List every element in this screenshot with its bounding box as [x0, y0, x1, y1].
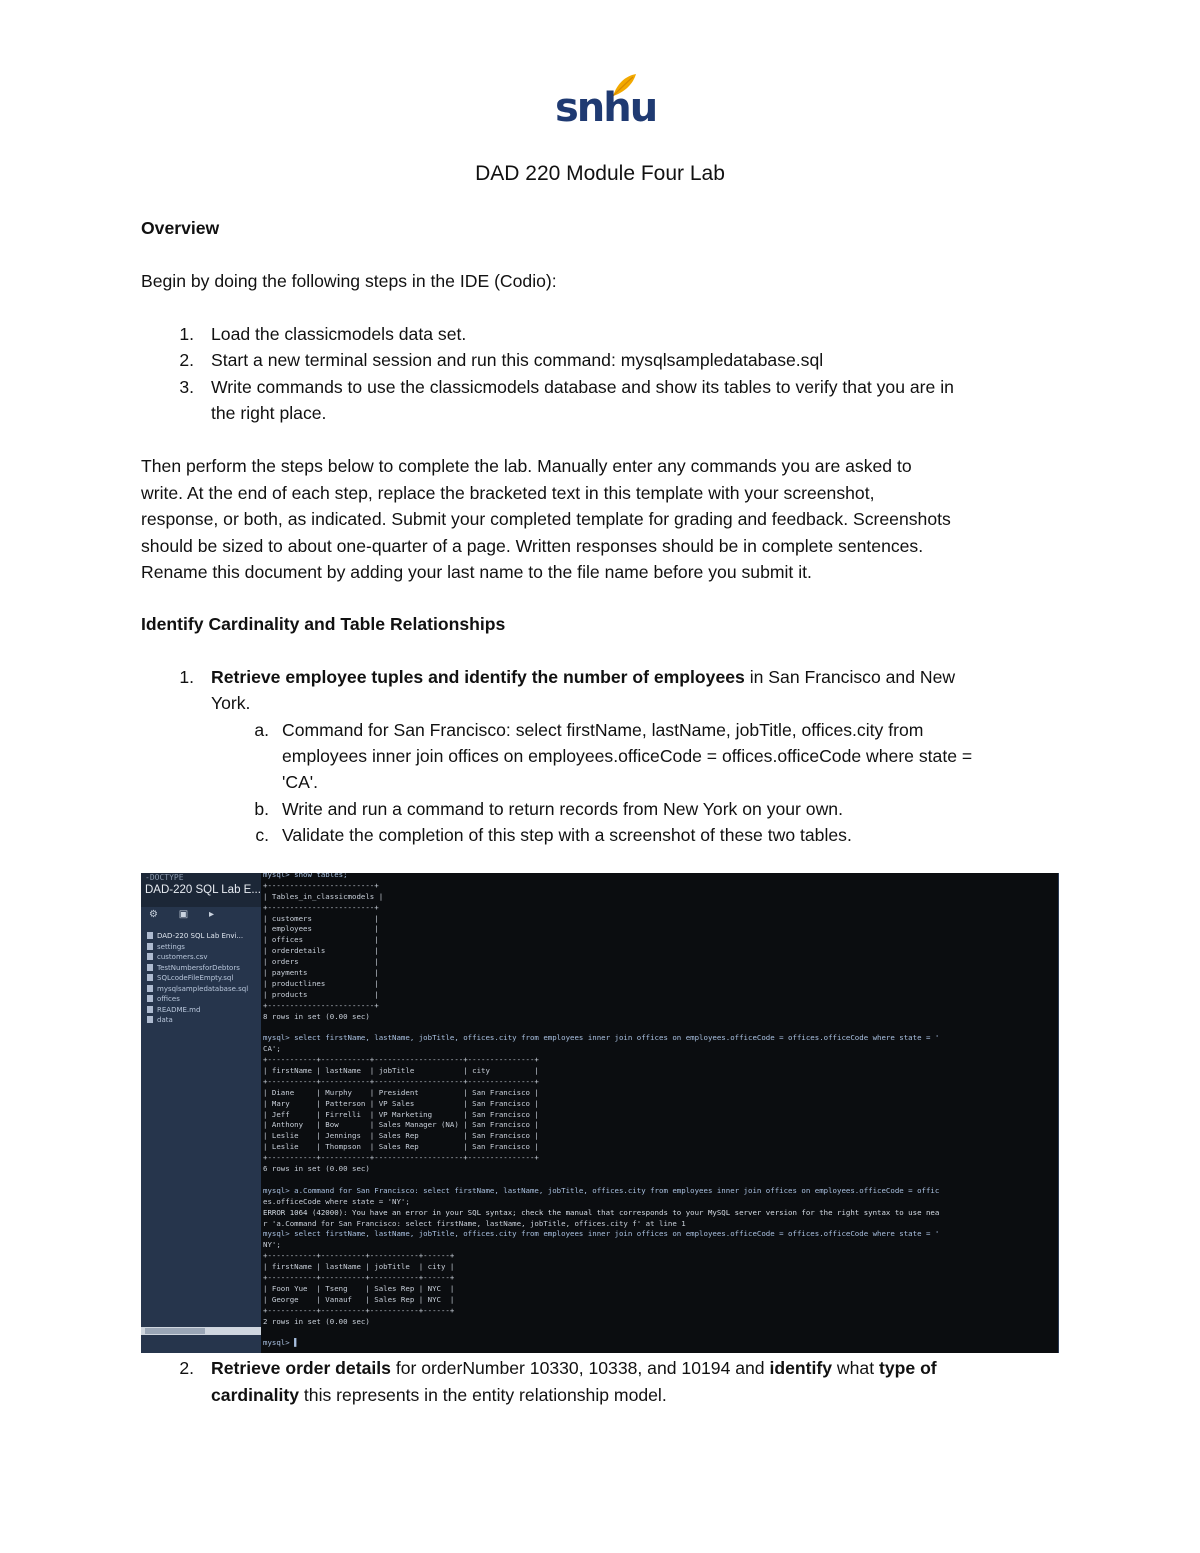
item-rest-text: this represents in the entity relationship model. — [299, 1385, 667, 1405]
file-tree-item: TestNumbersforDebtors — [147, 963, 261, 974]
ide-sidebar — [141, 873, 261, 1353]
file-icon — [147, 953, 153, 960]
terminal-line: | Jeff | Firrelli | VP Marketing | San Francisco | — [263, 1109, 539, 1119]
item-bold-text: Retrieve employee tuples and identify the number of employees — [211, 667, 745, 687]
ide-title: DAD-220 SQL Lab E... — [145, 884, 261, 896]
ide-header-small: -DOCTYPE — [145, 873, 184, 882]
terminal-line: 2 rows in set (0.00 sec) — [263, 1316, 370, 1326]
file-tree-item: customers.csv — [147, 952, 261, 963]
terminal-line — [263, 1175, 1058, 1186]
sub-item-number: c. — [255, 825, 269, 845]
terminal-line: r 'a.Command for San Francisco: select firstName, lastName, jobTitle, offices.city f' at line 1 — [263, 1218, 686, 1228]
document-title: DAD 220 Module Four Lab — [475, 162, 725, 185]
terminal-line: +------------------------+ — [263, 1000, 379, 1010]
overview-heading: Overview — [141, 218, 220, 238]
file-icon — [147, 964, 153, 971]
terminal-line: | Foon Yue | Tseng | Sales Rep | NYC | — [263, 1283, 455, 1293]
terminal-line: | productlines | — [263, 978, 379, 988]
terminal-line: +-----------+-----------+--------------------+---------------+ — [263, 1055, 539, 1065]
terminal-line: | Leslie | Jennings | Sales Rep | San Francisco | — [263, 1131, 539, 1141]
step-text-continued: the right place. — [211, 403, 327, 423]
file-tree-item: data — [147, 1015, 261, 1026]
file-tree-item: DAD-220 SQL Lab Envi... — [147, 931, 261, 942]
sub-item-text: employees inner join offices on employees.officeCode = offices.officeCode where state = — [282, 746, 973, 766]
terminal-line: | customers | — [263, 913, 379, 923]
sub-item-number: a. — [254, 720, 269, 740]
terminal-line: | Leslie | Thompson | Sales Rep | San Francisco | — [263, 1142, 539, 1152]
snhu-logo — [555, 72, 657, 134]
overview-intro: Begin by doing the following steps in the IDE (Codio): — [141, 271, 557, 291]
item-rest-text: in San Francisco and New — [744, 667, 956, 687]
file-tree — [147, 931, 261, 1026]
terminal-line: mysql> show tables; — [263, 873, 348, 879]
step-number: 2. — [179, 350, 194, 370]
file-icon — [147, 985, 153, 992]
step-text: Write commands to use the classicmodels database and show its tables to verify that you are in — [211, 377, 954, 397]
file-tree-item: README.md — [147, 1005, 261, 1016]
item-text-continued — [211, 1382, 667, 1409]
terminal-line: | Mary | Patterson | VP Sales | San Francisco | — [263, 1098, 539, 1108]
terminal-line: mysql> select firstName, lastName, jobTitle, offices.city from employees inner join offices on employees.officeCode = offices.officeCode where state = ' — [263, 1033, 940, 1043]
item-bold-text: type of — [879, 1358, 937, 1378]
terminal-line: mysql> select firstName, lastName, jobTitle, offices.city from employees inner join offices on employees.officeCode = offices.officeCode where state = ' — [263, 1229, 940, 1239]
file-icon — [147, 974, 153, 981]
terminal-line: es.officeCode where state = 'NY'; — [263, 1196, 410, 1206]
terminal-line: +-----------+-----------+--------------------+---------------+ — [263, 1153, 539, 1163]
terminal-line: | products | — [263, 989, 379, 999]
file-icon — [147, 1016, 153, 1023]
item-bold-text: identify — [769, 1358, 833, 1378]
item-rest-text: for orderNumber 10330, 10338, and 10194 and — [390, 1358, 770, 1378]
ide-toolbar-icons: ⚙ ▣ ▸ — [149, 909, 223, 920]
logo-text: snhu — [555, 85, 657, 131]
item-text — [211, 664, 955, 691]
terminal-line: +-----------+----------+-----------+------+ — [263, 1272, 455, 1282]
horizontal-scrollbar — [141, 1327, 261, 1335]
item-text — [211, 1355, 937, 1382]
terminal-line: NY'; — [263, 1240, 281, 1250]
file-tree-item: SQLcodeFileEmpty.sql — [147, 973, 261, 984]
sub-item-text: Command for San Francisco: select firstName, lastName, jobTitle, offices.city from — [282, 720, 924, 740]
file-tree-item: offices — [147, 994, 261, 1005]
terminal-line — [263, 1327, 1058, 1338]
terminal-line: | orders | — [263, 957, 379, 967]
terminal-line: 8 rows in set (0.00 sec) — [263, 1011, 370, 1021]
sub-item-text: Write and run a command to return records from New York on your own. — [282, 799, 843, 819]
terminal-line: ERROR 1064 (42000): You have an error in your SQL syntax; check the manual that corresponds to your MySQL server version for the right syntax to use nea — [263, 1207, 940, 1217]
section-heading: Identify Cardinality and Table Relationships — [141, 614, 506, 634]
folder-icon — [147, 932, 153, 939]
terminal-line: | firstName | lastName | jobTitle | city | — [263, 1262, 455, 1272]
file-icon — [147, 943, 153, 950]
terminal-line: | George | Vanauf | Sales Rep | NYC | — [263, 1294, 455, 1304]
terminal-line: +-----------+----------+-----------+------+ — [263, 1251, 455, 1261]
step-number: 3. — [179, 377, 194, 397]
item-bold-text: cardinality — [211, 1385, 300, 1405]
paragraph-line: Then perform the steps below to complete the lab. Manually enter any commands you are asked to — [141, 456, 912, 476]
paragraph-line: write. At the end of each step, replace the bracketed text in this template with your screenshot, — [141, 483, 875, 503]
terminal-line: | offices | — [263, 935, 379, 945]
item-rest-text: what — [832, 1358, 879, 1378]
step-number: 1. — [179, 324, 194, 344]
terminal-line: +------------------------+ — [263, 880, 379, 890]
terminal-line: | Anthony | Bow | Sales Manager (NA) | San Francisco | — [263, 1120, 539, 1130]
file-icon — [147, 995, 153, 1002]
terminal-line: CA'; — [263, 1044, 281, 1054]
file-tree-item: settings — [147, 942, 261, 953]
terminal-screenshot — [141, 873, 1059, 1353]
item-number: 2. — [179, 1358, 194, 1378]
paragraph-line: should be sized to about one-quarter of a page. Written responses should be in complete sentences. — [141, 536, 924, 556]
sub-item-number: b. — [254, 799, 269, 819]
terminal-line: mysql> a.Command for San Francisco: select firstName, lastName, jobTitle, offices.city from employees inner join offices on employees.officeCode = offic — [263, 1185, 940, 1195]
terminal-line: | orderdetails | — [263, 946, 379, 956]
terminal-line: | Tables_in_classicmodels | — [263, 891, 384, 901]
terminal-line: | Diane | Murphy | President | San Francisco | — [263, 1087, 539, 1097]
terminal-line: | firstName | lastName | jobTitle | city | — [263, 1066, 539, 1076]
file-tree-item: mysqlsampledatabase.sql — [147, 984, 261, 995]
file-icon — [147, 1006, 153, 1013]
terminal-line: | employees | — [263, 924, 379, 934]
step-text: Start a new terminal session and run this command: mysqlsampledatabase.sql — [211, 350, 824, 370]
step-text: Load the classicmodels data set. — [211, 324, 467, 344]
paragraph-line: response, or both, as indicated. Submit your completed template for grading and feedback. Screenshots — [141, 509, 951, 529]
terminal-line: | payments | — [263, 968, 379, 978]
terminal-line: +------------------------+ — [263, 902, 379, 912]
ide-header — [141, 873, 261, 907]
terminal-line: mysql> ▌ — [263, 1338, 299, 1348]
item-text-continued: York. — [211, 693, 251, 713]
terminal-line: 6 rows in set (0.00 sec) — [263, 1164, 370, 1174]
terminal-output — [263, 873, 1058, 1353]
scrollbar-thumb — [145, 1328, 205, 1334]
terminal-line: +-----------+-----------+--------------------+---------------+ — [263, 1076, 539, 1086]
item-number: 1. — [179, 667, 194, 687]
item-bold-text: Retrieve order details — [211, 1358, 391, 1378]
terminal-line — [263, 1022, 1058, 1033]
paragraph-line: Rename this document by adding your last name to the file name before you submit it. — [141, 562, 812, 582]
sub-item-text: 'CA'. — [282, 772, 319, 792]
terminal-line: +-----------+----------+-----------+------+ — [263, 1305, 455, 1315]
sub-item-text: Validate the completion of this step with a screenshot of these two tables. — [282, 825, 852, 845]
